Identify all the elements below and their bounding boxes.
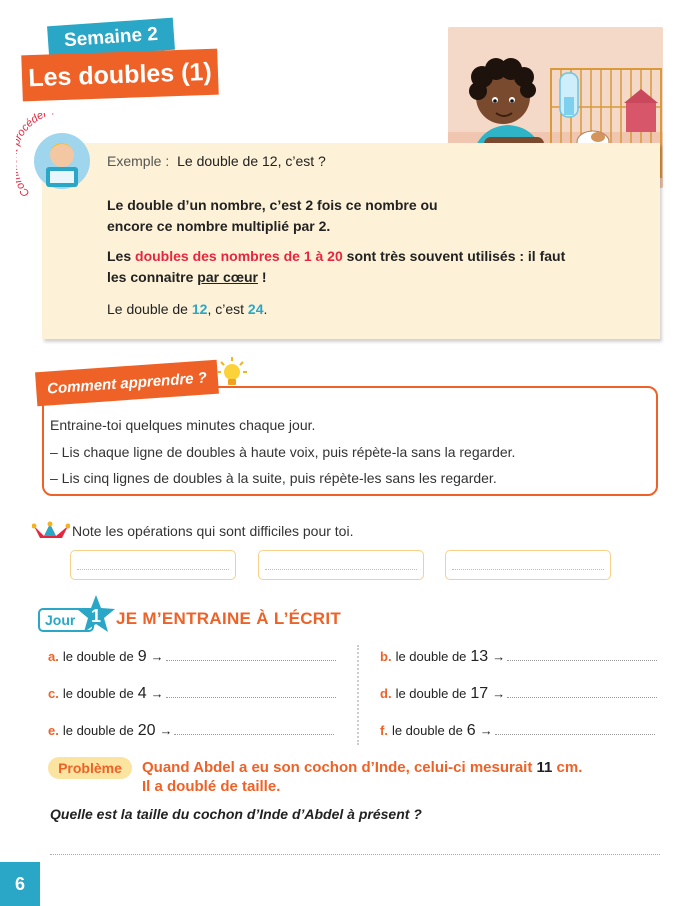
exercise-text: le double de [391, 723, 463, 738]
rule2-part-e: ! [257, 269, 267, 285]
exercise-letter: a. [48, 649, 59, 664]
problem-answer-field[interactable] [50, 854, 660, 855]
problem-text-a: Quand Abdel a eu son cochon d’Inde, celui-ci mesurait [142, 759, 537, 776]
note-field-1-dots [77, 569, 229, 570]
star-icon [76, 594, 116, 634]
answer-number-12: 12 [191, 301, 208, 317]
comment-proceder-label: C océder [16, 113, 49, 199]
arrow-icon: → [150, 649, 164, 664]
answer-part-a: Le double de [107, 301, 192, 317]
comment-proceder-badge [16, 113, 116, 223]
problem-text-d: Il a doublé de taille. [142, 778, 281, 795]
arrow-icon: → [492, 649, 506, 664]
exercise-letter: b. [380, 649, 392, 664]
page-title-text: Les doubles (1) [27, 57, 213, 92]
exercise-text: le double de [62, 723, 134, 738]
rule-definition: Le double d’un nombre, c’est 2 fois ce nombre ou encore ce nombre multiplié par 2. [107, 197, 438, 234]
problem-tag-label: Problème [58, 760, 122, 776]
learn-line-2: – Lis chaque ligne de doubles à haute voix, puis répète-la sans la regarder. [50, 444, 516, 460]
page-number [0, 862, 40, 906]
exercise-number: 13 [470, 648, 489, 665]
answer-part-e: . [263, 301, 268, 317]
jour-label: Jour [45, 612, 76, 628]
exercise-letter: f. [380, 723, 388, 738]
learn-line-3: – Lis cinq lignes de doubles à la suite, puis répète-les sans les regarder. [50, 470, 497, 486]
exercise-text: le double de [62, 649, 134, 664]
answer-field[interactable] [174, 725, 334, 735]
note-instruction: Note les opérations qui sont difficiles pour toi. [72, 523, 354, 539]
week-label: Semaine 2 [63, 23, 159, 52]
answer-number-24: 24 [247, 301, 264, 317]
problem-value: 11 [536, 759, 553, 776]
page-number-text: 6 [14, 873, 25, 894]
jour-title: JE M’ENTRAINE À L’ÉCRIT [116, 609, 342, 628]
exercise-letter: d. [380, 686, 392, 701]
exercise-a [48, 648, 336, 666]
answer-field[interactable] [507, 688, 657, 698]
learn-tag-label: Comment apprendre ? [46, 368, 208, 398]
jour-number: 1 [90, 606, 102, 626]
note-field-2[interactable] [258, 550, 424, 580]
note-field-3[interactable] [445, 550, 611, 580]
example-line [107, 153, 326, 169]
exercise-c [48, 685, 336, 703]
exercise-e [48, 722, 334, 740]
rule2-part-c: sont très souvent utilisés : il faut les connaitre [107, 248, 566, 285]
exercise-letter: c. [48, 686, 59, 701]
answer-field[interactable] [166, 651, 336, 661]
answer-field[interactable] [495, 725, 655, 735]
exercise-number: 4 [137, 685, 147, 702]
exercise-f [380, 722, 655, 740]
page-title [21, 49, 218, 102]
rule2-part-a: Les [107, 248, 136, 264]
example-question: Le double de 12, c’est ? [177, 153, 326, 169]
problem-question: Quelle est la taille du cochon d’Inde d’Abdel à présent ? [50, 806, 422, 822]
example-answer [107, 299, 267, 320]
exercise-text: le double de [395, 649, 467, 664]
problem-statement [142, 758, 642, 796]
arrow-icon: → [159, 723, 173, 738]
answer-part-c: , c’est [207, 301, 248, 317]
arrow-icon: → [150, 686, 164, 701]
exercise-text: le double de [62, 686, 134, 701]
rule-memorize [107, 246, 577, 288]
exercise-number: 9 [137, 648, 147, 665]
exercise-b [380, 648, 657, 666]
problem-tag [48, 757, 132, 779]
example-label: Exemple : [107, 153, 170, 169]
problem-unit: cm. [552, 759, 583, 776]
note-field-1[interactable] [70, 550, 236, 580]
note-field-2-dots [265, 569, 417, 570]
exercise-d [380, 685, 657, 703]
exercise-number: 6 [466, 722, 476, 739]
lightbulb-icon [217, 356, 247, 388]
arrow-icon: → [492, 686, 506, 701]
exercise-text: le double de [395, 686, 467, 701]
exercise-letter: e. [48, 723, 59, 738]
exercise-number: 17 [470, 685, 489, 702]
note-field-3-dots [452, 569, 604, 570]
column-separator [357, 645, 359, 745]
answer-field[interactable] [166, 688, 336, 698]
arrow-icon: → [479, 723, 493, 738]
rule2-highlight: doubles des nombres de 1 à 20 [135, 248, 343, 264]
rule2-underline: par cœur [197, 269, 258, 285]
exercise-number: 20 [137, 722, 156, 739]
learn-line-1: Entraine-toi quelques minutes chaque jour. [50, 417, 316, 433]
answer-field[interactable] [507, 651, 657, 661]
jester-hat-icon [32, 520, 70, 540]
